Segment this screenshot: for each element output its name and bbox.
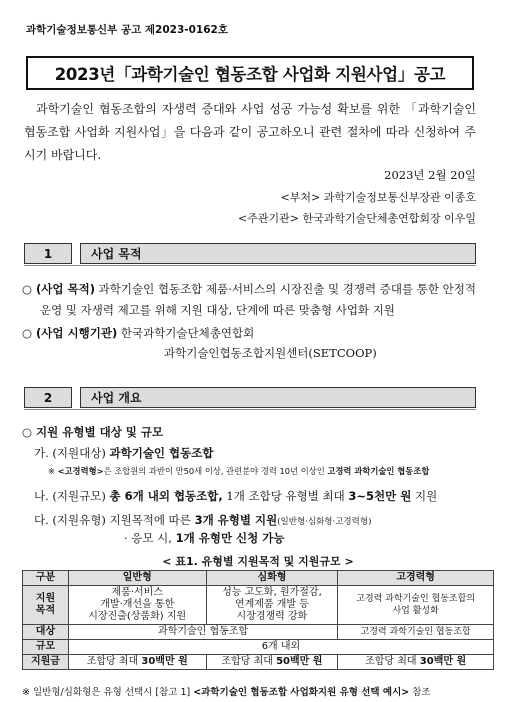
intro-text: 과학기술인 협동조합의 자생력 증대와 사업 성공 가능성 확보를 위한 「과학기술인 협동조합 사업화 지원사업」을 다음과 같이 공고하오니 관련 절차에 따라 신청하여 주시기 바랍니다. — [24, 102, 476, 162]
footnote — [22, 684, 431, 698]
table-row-fund — [23, 655, 494, 670]
doc-number: 과학기술정보통신부 공고 제2023-0162호 — [26, 24, 228, 36]
target-bold: 과학기술인 협동조합 — [109, 446, 214, 460]
type-note-prefix: · 응모 시, — [124, 531, 176, 545]
support-scope-heading: ○ 지원 유형별 대상 및 규모 — [22, 425, 164, 439]
scale-line — [34, 486, 437, 506]
signature-agency: <주관기관> 한국과학기술단체총연합회장 이우일 — [238, 212, 476, 225]
scale-value: 6개 내외 — [68, 640, 493, 655]
footnote-suffix: 참조 — [409, 687, 431, 698]
footnote-prefix: ※ 일반형/심화형은 유형 선택시 [참고 1] — [22, 687, 194, 698]
target-general-advanced: 과학기술인 협동조합 — [68, 625, 337, 640]
table-row-target — [23, 625, 494, 640]
table-header-cell: 고경력형 — [338, 571, 494, 586]
table-caption: < 표1. 유형별 지원목적 및 지원규모 > — [162, 555, 354, 568]
purpose-text: 과학기술인 협동조합 제품·서비스의 시장진출 및 경쟁력 증대를 통한 안정적 운영 및 자생력 제고를 위해 지원 대상, 단계에 따른 맞춤형 사업화 지원 — [40, 282, 476, 317]
scale-bold-2: 3~5천만 원 — [348, 489, 412, 503]
scale-prefix: 나. (지원규모) — [34, 489, 106, 503]
section-2-header — [24, 387, 476, 408]
section-divider — [24, 409, 476, 410]
target-line — [34, 443, 213, 463]
section-1-header — [24, 243, 476, 264]
note-bold-2: 고경력 과학기술인 협동조합 — [327, 466, 430, 476]
table-header-cell: 심화형 — [206, 571, 338, 586]
target-prefix: 가. (지원대상) — [34, 446, 106, 460]
fund-advanced: 조합당 최대 50백만 원 — [206, 655, 338, 670]
signature-ministry: <부처> 과학기술정보통신부장관 이종호 — [280, 191, 476, 204]
purpose-general: 제품·서비스 개발·개선을 통한 시장진출(상품화) 지원 — [68, 586, 206, 625]
agency-text-1: 한국과학기술단체총연합회 — [120, 326, 255, 340]
section-1-title: 사업 목적 — [80, 243, 476, 264]
fund-general: 조합당 최대 30백만 원 — [68, 655, 206, 670]
row-label: 대상 — [23, 625, 69, 640]
note-bold-1: <고경력형> — [57, 466, 104, 476]
purpose-senior: 고경력 과학기술인 협동조합의 사업 활성화 — [338, 586, 494, 625]
section-1-number: 1 — [24, 243, 72, 264]
table-header-cell: 구분 — [23, 571, 69, 586]
notice-title: 2023년「과학기술인 협동조합 사업화 지원사업」공고 — [26, 56, 474, 90]
table-header-cell: 일반형 — [68, 571, 206, 586]
footnote-bold: <과학기술인 협동조합 사업화지원 유형 선택 예시> — [193, 687, 410, 698]
purpose-item — [22, 279, 482, 321]
agency-label: ○ (사업 시행기관) — [22, 326, 118, 340]
type-small: (일반형·심화형·고경력형) — [277, 517, 372, 527]
note-mid: 은 조합원의 과반이 만50세 이상, 관련분야 경력 10년 이상인 — [103, 466, 328, 476]
agency-text-2: 과학기술인협동조합지원센터(SETCOOP) — [164, 346, 377, 360]
agency-item — [22, 323, 482, 363]
section-2-title: 사업 개요 — [80, 387, 476, 408]
type-note-line — [124, 528, 285, 548]
senior-note — [48, 465, 429, 477]
table-row-scale — [23, 640, 494, 655]
purpose-label: ○ (사업 목적) — [22, 282, 95, 296]
row-label: 규모 — [23, 640, 69, 655]
target-senior: 고경력 과학기술인 협동조합 — [338, 625, 494, 640]
table-row-purpose — [23, 586, 494, 625]
scale-bold-1: 총 6개 내외 협동조합, — [109, 489, 223, 503]
type-prefix: 다. (지원유형) 지원목적에 따른 — [34, 513, 195, 527]
scale-suffix: 지원 — [411, 489, 438, 503]
purpose-advanced: 성능 고도화, 원가절감, 연계제품 개발 등 시장경쟁력 강화 — [206, 586, 338, 625]
support-table — [22, 570, 494, 670]
note-prefix: ※ — [48, 466, 58, 476]
table-header-row — [23, 571, 494, 586]
section-divider — [24, 265, 476, 266]
notice-date: 2023년 2월 20일 — [384, 168, 476, 182]
type-bold: 3개 유형별 지원 — [194, 513, 278, 527]
fund-senior: 조합당 최대 30백만 원 — [338, 655, 494, 670]
scale-mid: 1개 조합당 유형별 최대 — [222, 489, 349, 503]
intro-paragraph — [24, 98, 476, 167]
section-2-number: 2 — [24, 387, 72, 408]
row-label: 지원 목적 — [23, 586, 69, 625]
type-note-bold: 1개 유형만 신청 가능 — [175, 531, 285, 545]
row-label: 지원금 — [23, 655, 69, 670]
